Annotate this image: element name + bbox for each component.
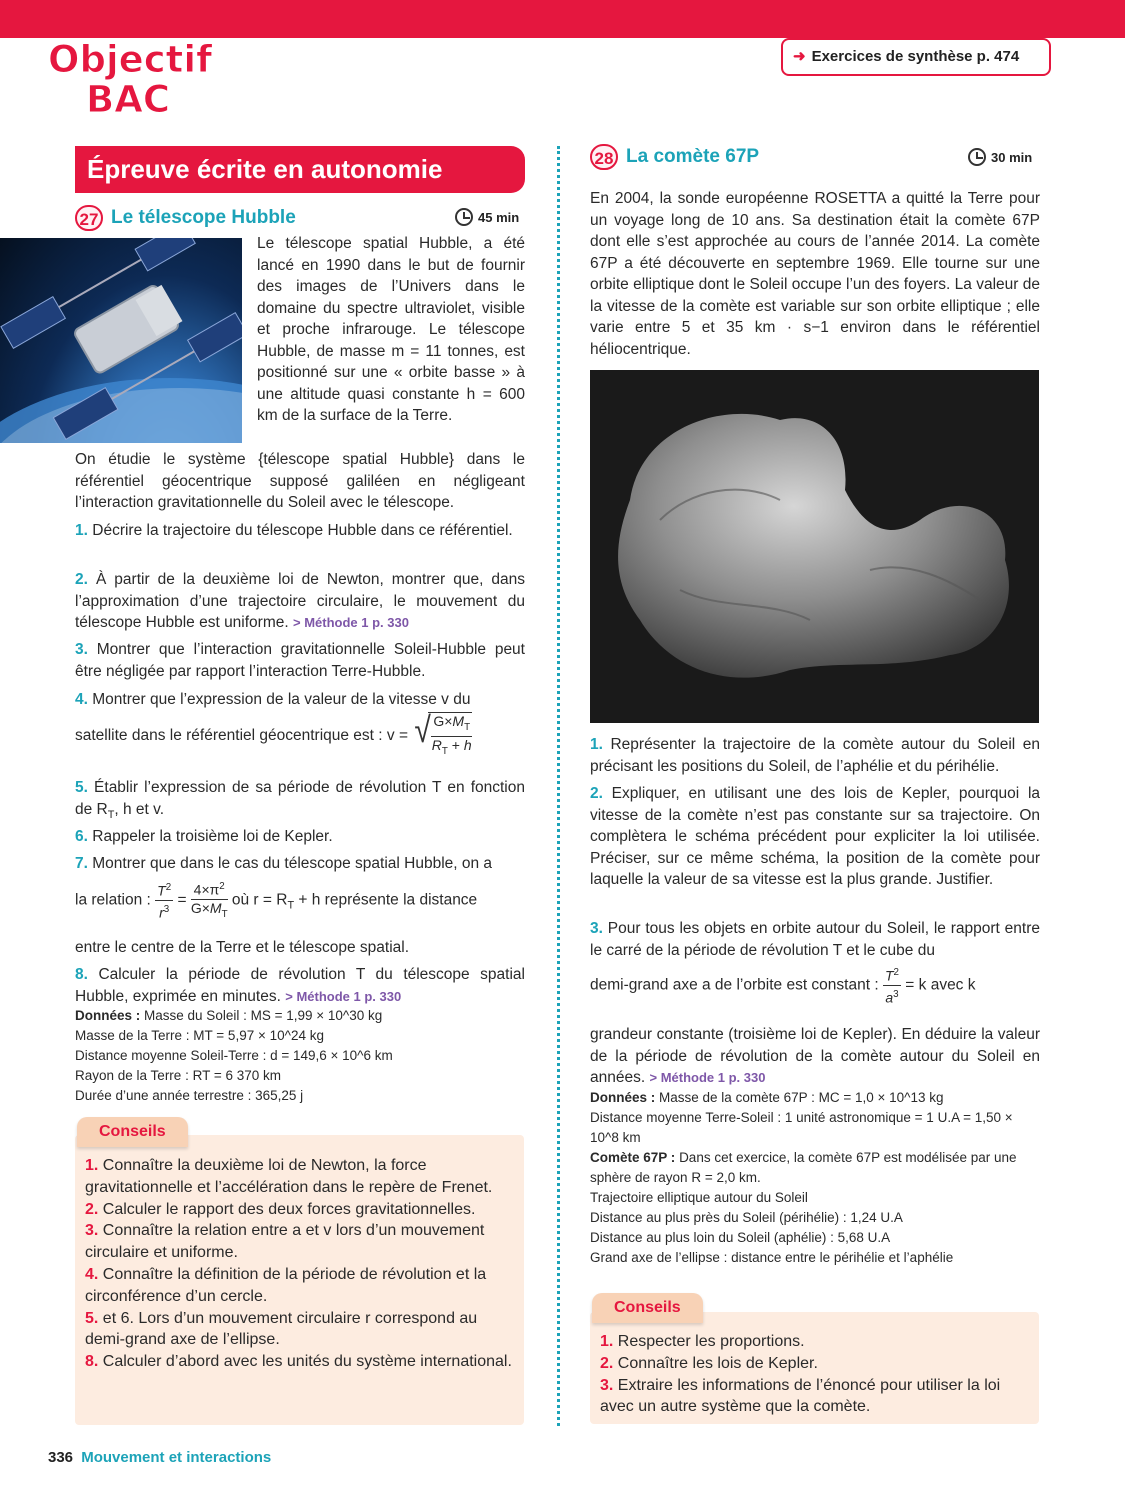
kepler-ratio: $\frac{T^2}{a^3}$: [883, 964, 901, 1006]
comet-illustration: [590, 370, 1039, 723]
exercise-28-question-3: 3. Pour tous les objets en orbite autour du Soleil, le rapport entre le carré de la période de révolution T et le cube du: [590, 920, 1040, 959]
column-divider: [557, 146, 560, 1426]
top-color-bar: [0, 0, 1125, 38]
exercise-27-header: [75, 204, 296, 232]
exercise-27-question-4: 4. Montrer que l’expression de la valeur de la vitesse v du: [75, 691, 471, 708]
tip-item: 8. Calculer d’abord avec les unités du système international.: [85, 1353, 512, 1371]
exercise-28-intro: En 2004, la sonde européenne ROSETTA a quitté la Terre pour un voyage long de 10 ans. Sa destination était la comète 67P dont elle s’est approchée au cours de l’année 2014. La comète 67P a été découverte en septembre 1969. Elle tourne sur une orbite elliptique dont le Soleil occupe l’un des foyers. La valeur de la vitesse de la comète est variable sur son orbite elliptique ; elle varie entre 5 et 35 km · s−1 environ dans le référentiel héliocentrique.: [590, 190, 1040, 358]
exercise-27-question-7-end: entre le centre de la Terre et le télescope spatial.: [75, 939, 410, 956]
exercise-27-timer: 45 min: [455, 208, 519, 226]
exercise-27-question-5: 5. Établir l’expression de sa période de révolution T en fonction de $R_T$, h et v.: [75, 779, 525, 821]
exercise-28-question-3-end: grandeur constante (troisième loi de Kepler). En déduire la valeur de la période de révolution de la comète autour du Soleil en années. > Méthode 1 p. 330: [590, 1026, 1040, 1086]
methode-link[interactable]: > Méthode 1 p. 330: [293, 615, 409, 630]
exercise-title: La comète 67P: [626, 146, 760, 167]
tip-item: 2. Calculer le rapport des deux forces gravitationnelles.: [85, 1200, 476, 1218]
exercise-28-tips-title: Conseils: [592, 1293, 703, 1323]
page-footer: [48, 1449, 271, 1466]
exercise-27-data: Données : Masse du Soleil : MS = 1,99 × 10^30 kg Masse de la Terre : MT = 5,97 × 10^24 kg Distance moyenne Soleil-Terre : d = 149,6 × 10^6 km Rayon de la Terre : RT = 6 370 km Durée d’une année terrestre : 365,25 j: [75, 1008, 393, 1103]
velocity-formula: √ $\frac{G\times M_T}{R_T + h}$: [428, 712, 472, 760]
exercise-27-question-6: 6. Rappeler la troisième loi de Kepler.: [75, 828, 333, 845]
tip-item: 2. Connaître les lois de Kepler.: [600, 1354, 818, 1372]
exercise-28-data: Données : Masse de la comète 67P : MC = 1,0 × 10^13 kg Distance moyenne Terre-Soleil : 1 unité astronomique = 1 U.A = 1,50 × 10^8 km Comète 67P : Dans cet exercice, la comète 67P est modélisée par une sphère de rayon R = 2,0 km. Trajectoire elliptique autour du Soleil Distance au plus près du Soleil (périhélie) : 1,24 U.A Distance au plus loin du Soleil (aphélie) : 5,68 U.A Grand axe de l’ellipse : distance entre le périhélie et l’aphélie: [590, 1090, 1017, 1265]
exercise-28-timer: 30 min: [968, 148, 1032, 166]
hubble-telescope-image: [0, 238, 242, 443]
exercise-28-question-1: 1. Représenter la trajectoire de la comète autour du Soleil en précisant les positions du Soleil, de l’aphélie et du périhélie.: [590, 736, 1040, 775]
section-name: Mouvement et interactions: [81, 1449, 272, 1466]
methode-link[interactable]: > Méthode 1 p. 330: [285, 988, 402, 1004]
kepler-formula: $\frac{T^2}{r^3}$: [155, 879, 173, 921]
tip-item: 4. Connaître la définition de la période de révolution et la circonférence d’un cercle.: [85, 1265, 487, 1305]
exercise-27-tips-list: [85, 1155, 515, 1373]
tip-item: 5. et 6. Lors d’un mouvement circulaire r correspond au demi-grand axe de l’ellipse.: [85, 1309, 478, 1349]
exercise-27-question-8: 8. Calculer la période de révolution T du télescope spatial Hubble, exprimée en minutes. > Méthode 1 p. 330: [75, 966, 525, 1005]
tip-item: 1. Respecter les proportions.: [600, 1333, 805, 1350]
tip-item: 1. Connaître la deuxième loi de Newton, la force gravitationnelle et l’accélération dans le repère de Frenet.: [85, 1157, 493, 1196]
hubble-illustration: [0, 238, 242, 443]
exercise-27-question-1: 1. Décrire la trajectoire du télescope Hubble dans ce référentiel.: [75, 522, 513, 539]
exercise-28-header: [590, 143, 759, 171]
objectif-bac-badge: Objectif BAC: [48, 38, 213, 121]
section-banner: Épreuve écrite en autonomie: [75, 146, 525, 193]
arrow-right-icon: ➜: [793, 48, 806, 65]
exercise-27-question-3: 3. Montrer que l’interaction gravitationnelle Soleil-Hubble peut être négligée par rapport l’interaction Terre-Hubble.: [75, 641, 525, 680]
page-number: 336: [48, 1449, 74, 1466]
kepler-formula-line: la relation : $\frac{T^2}{r^3}$ = $\frac{4\times\pi^2}{G\times M_T}$ où $r = R_T + h$ représente la distance: [75, 878, 535, 922]
clock-icon: [455, 208, 473, 226]
exercise-27-question-2: 2. À partir de la deuxième loi de Newton, montrer que, dans l’approximation d’une trajectoire circulaire, le mouvement du télescope Hubble est uniforme. > Méthode 1 p. 330: [75, 571, 525, 631]
tip-item: 3. Connaître la relation entre a et v lors d’un mouvement circulaire et uniforme.: [85, 1222, 485, 1262]
exercise-title: Le télescope Hubble: [111, 207, 296, 228]
exercise-number: 28: [590, 144, 618, 170]
exercise-27-context: On étudie le système {télescope spatial Hubble} dans le référentiel géocentrique supposé galiléen en négligeant l’interaction gravitationnelle du Soleil avec le télescope.: [75, 451, 525, 511]
velocity-formula-line: satellite dans le référentiel géocentrique est : v = √ $\frac{G\times M_T}{R_T + h}$: [75, 712, 535, 760]
exercise-28-tips-list: [600, 1331, 1030, 1418]
exercise-27-question-7: 7. Montrer que dans le cas du télescope spatial Hubble, on a: [75, 855, 493, 872]
exercise-27-tips-title: Conseils: [77, 1117, 188, 1147]
tip-item: 3. Extraire les informations de l’énoncé pour utiliser la loi avec un autre système que la comète.: [600, 1376, 1001, 1416]
synthesis-exercises-link[interactable]: ➜ Exercices de synthèse p. 474: [781, 38, 1051, 76]
exercise-number: 27: [75, 205, 103, 231]
methode-link[interactable]: > Méthode 1 p. 330: [649, 1070, 766, 1085]
kepler-third-law-line: demi-grand axe a de l’orbite est constant : $\frac{T^2}{a^3}$ = k avec k: [590, 964, 1040, 1006]
clock-icon: [968, 148, 986, 166]
comet-67p-photo: [590, 370, 1039, 723]
exercise-27-intro: Le télescope spatial Hubble, a été lancé en 1990 dans le but de fournir des images de l’Univers dans le domaine du spectre ultraviolet, visible et proche infrarouge. Le télescope Hubble, de masse m = 11 tonnes, est positionné sur une « orbite basse » à une altitude quasi constante h = 600 km de la surface de la Terre.: [257, 235, 525, 424]
exercise-28-question-2: 2. Expliquer, en utilisant une des lois de Kepler, pourquoi la vitesse de la comète n’est pas constante sur sa trajectoire. On complètera le schéma précédent pour expliciter la loi utilisée. Préciser, sur ce même schéma, la position de la comète pour laquelle la valeur de sa vitesse est la plus grande. Justifier.: [590, 785, 1041, 888]
